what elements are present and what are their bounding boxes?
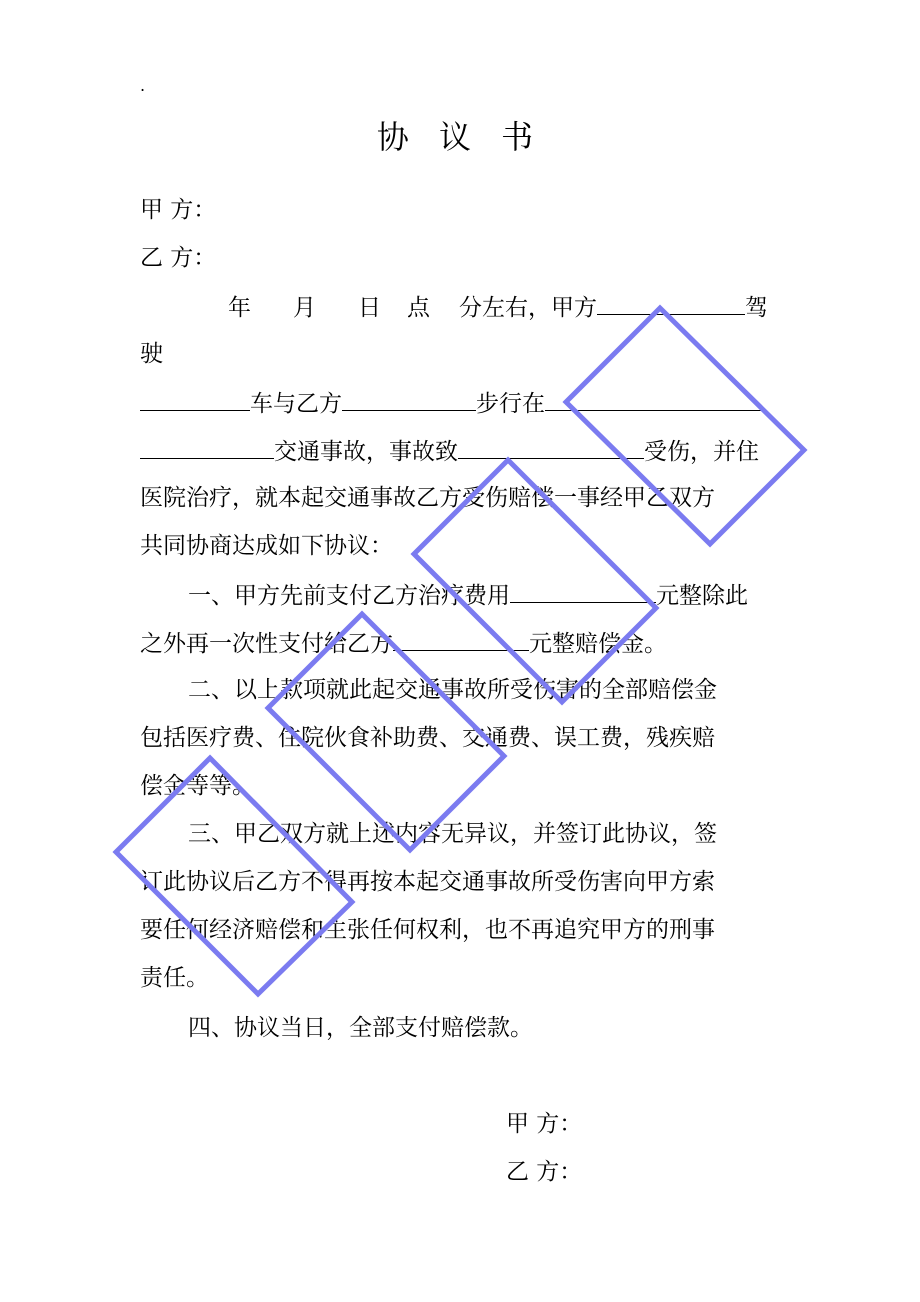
drive-text-1: 驾: [745, 295, 768, 321]
injured-text: 受伤，并住: [644, 439, 759, 465]
clause-3-text-a: 三、甲乙双方就上述内容无异议，并签订此协议，签: [188, 821, 717, 847]
date-rest: 分左右，甲方: [459, 295, 597, 321]
clause-1-text-b: 元整除此: [656, 583, 748, 609]
date-hour: 点: [407, 295, 430, 321]
date-year: 年: [228, 295, 251, 321]
drive-text-2: 驶: [140, 341, 163, 367]
accident-line: [140, 434, 759, 468]
party-a-label: 甲 方：: [140, 197, 217, 223]
car-with-text: 车与乙方: [250, 391, 342, 417]
walk-in-text: 步行在: [476, 391, 545, 417]
clause-1-text-d: 元整赔偿金。: [529, 631, 667, 657]
location-blank[interactable]: [545, 386, 765, 411]
compensation-blank[interactable]: [393, 626, 529, 651]
clause-2-line-2: 包括医疗费、住院伙食补助费、交通费、误工费，残疾赔: [140, 725, 715, 751]
clause-3-line-1: [140, 818, 717, 850]
date-line: [140, 290, 768, 324]
clause-2-line-1: [140, 674, 717, 706]
clause-3-line-3: 要任何经济赔偿和主张任何权利，也不再追究甲方的刑事: [140, 917, 715, 943]
page-dot: .: [140, 76, 146, 95]
traffic-accident-text: 交通事故，事故致: [274, 439, 458, 465]
clause-4-line: [140, 1012, 533, 1044]
car-line: [140, 386, 765, 420]
party-b-label: 乙 方：: [140, 245, 217, 271]
date-day: 日: [358, 295, 381, 321]
location-blank-2[interactable]: [140, 434, 274, 459]
clause-1-line-2: [140, 626, 667, 660]
clause-1-text-a: 一、甲方先前支付乙方治疗费用: [188, 583, 510, 609]
injured-person-blank[interactable]: [458, 434, 644, 459]
treatment-fee-blank[interactable]: [510, 578, 656, 603]
party-b-line: [140, 242, 216, 274]
signature-party-b: 乙 方：: [506, 1159, 583, 1185]
clause-1-text-c: 之外再一次性支付给乙方: [140, 631, 393, 657]
signature-party-a: 甲 方：: [506, 1111, 583, 1137]
clause-2-line-3: 偿金等等。: [140, 773, 255, 799]
clause-3-line-4: 责任。: [140, 965, 209, 991]
party-b-name-blank[interactable]: [342, 386, 476, 411]
clause-3-line-2: 订此协议后乙方不得再按本起交通事故所受伤害向甲方索: [140, 869, 715, 895]
page-title: 协 议 书: [376, 118, 544, 156]
party-a-line: [140, 194, 216, 226]
clause-1-line-1: [140, 578, 748, 612]
clause-4-text: 四、协议当日，全部支付赔偿款。: [188, 1015, 533, 1041]
drive-line: [140, 338, 163, 370]
vehicle-blank[interactable]: [140, 386, 250, 411]
body-line-6: 共同协商达成如下协议：: [140, 533, 393, 559]
clause-2-text-a: 二、以上款项就此起交通事故所受伤害的全部赔偿金: [188, 677, 717, 703]
body-line-5: 医院治疗，就本起交通事故乙方受伤赔偿一事经甲乙双方: [140, 485, 715, 511]
date-month: 月: [293, 295, 316, 321]
driver-blank[interactable]: [597, 290, 745, 315]
